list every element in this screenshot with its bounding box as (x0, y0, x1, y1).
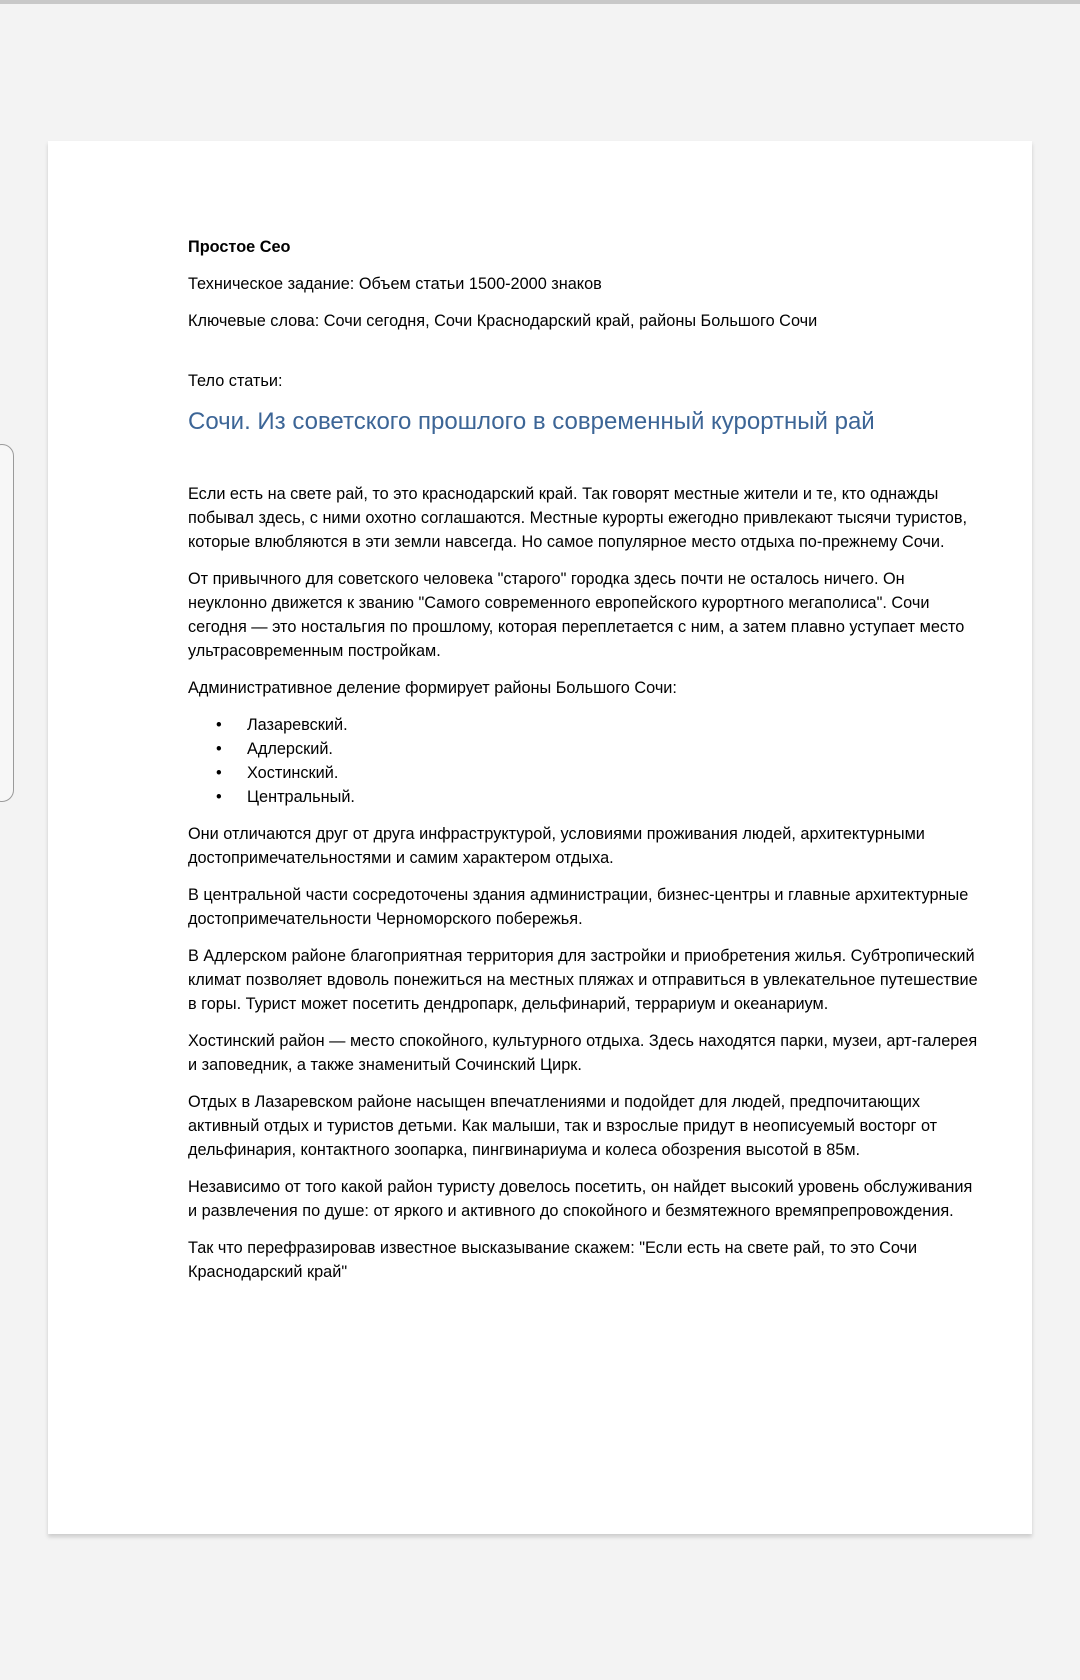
top-edge-shadow (0, 0, 1080, 4)
technical-spec: Техническое задание: Объем статьи 1500-2000 знаков (188, 275, 602, 293)
paragraph: В центральной части сосредоточены здания администрации, бизнес-центры и главные архитектурные достопримечательности Черноморского побережья. (188, 886, 969, 928)
district-item: • Адлерский. (247, 737, 978, 761)
paragraph: Если есть на свете рай, то это краснодарский край. Так говорят местные жители и те, кто однажды побывал здесь, с ними охотно соглашаются. Местные курорты ежегодно привлекают тысячи туристов, которые влюбляются в эти земли навсегда. Но самое популярное место отдыха по-прежнему Сочи. (188, 485, 968, 551)
body-label: Тело статьи: (188, 372, 283, 390)
document-content (188, 235, 978, 1297)
paragraph: Независимо от того какой район туристу довелось посетить, он найдет высокий уровень обслуживания и развлечения по душе: от яркого и активного до спокойного и безмятежного времяпрепровождения. (188, 1178, 973, 1220)
keywords-line: Ключевые слова: Сочи сегодня, Сочи Краснодарский край, районы Большого Сочи (188, 312, 818, 330)
district-item: • Хостинский. (247, 761, 978, 785)
district-item: • Центральный. (247, 785, 978, 809)
document-page (48, 141, 1032, 1534)
district-item: • Лазаревский. (247, 713, 978, 737)
document-title: Простое Сео (188, 238, 291, 256)
paragraph: От привычного для советского человека "старого" городка здесь почти не осталось ничего. Он неуклонно движется к званию "Самого современного европейского курортного мегаполиса". Сочи сегодня — это ностальгия по прошлому, которая переплетается с ним, а затем плавно уступает место ультрасовременным постройкам. (188, 570, 965, 660)
side-panel-handle[interactable] (0, 444, 14, 802)
paragraph: Административное деление формирует районы Большого Сочи: (188, 679, 677, 697)
paragraph: Так что перефразировав известное высказывание скажем: "Если есть на свете рай, то это Сочи Краснодарский край" (188, 1239, 918, 1281)
article-headline: Сочи. Из советского прошлого в современный курортный рай (188, 408, 875, 435)
districts-list (188, 713, 978, 809)
paragraph: Они отличаются друг от друга инфраструктурой, условиями проживания людей, архитектурными достопримечательностями и самим характером отдыха. (188, 825, 925, 867)
paragraph: Отдых в Лазаревском районе насыщен впечатлениями и подойдет для людей, предпочитающих активный отдых и туристов детьми. Как малыши, так и взрослые придут в неописуемый восторг от дельфинария, контактного зоопарка, пингвинариума и колеса обозрения высотой в 85м. (188, 1093, 938, 1159)
paragraph: В Адлерском районе благоприятная территория для застройки и приобретения жилья. Субтропический климат позволяет вдоволь понежиться на местных пляжах и отправиться в увлекательное путешествие в горы. Турист может посетить дендропарк, дельфинарий, террариум и океанариум. (188, 947, 978, 1013)
paragraph: Хостинский район — место спокойного, культурного отдыха. Здесь находятся парки, музеи, арт-галерея и заповедник, а также знаменитый Сочинский Цирк. (188, 1032, 978, 1074)
